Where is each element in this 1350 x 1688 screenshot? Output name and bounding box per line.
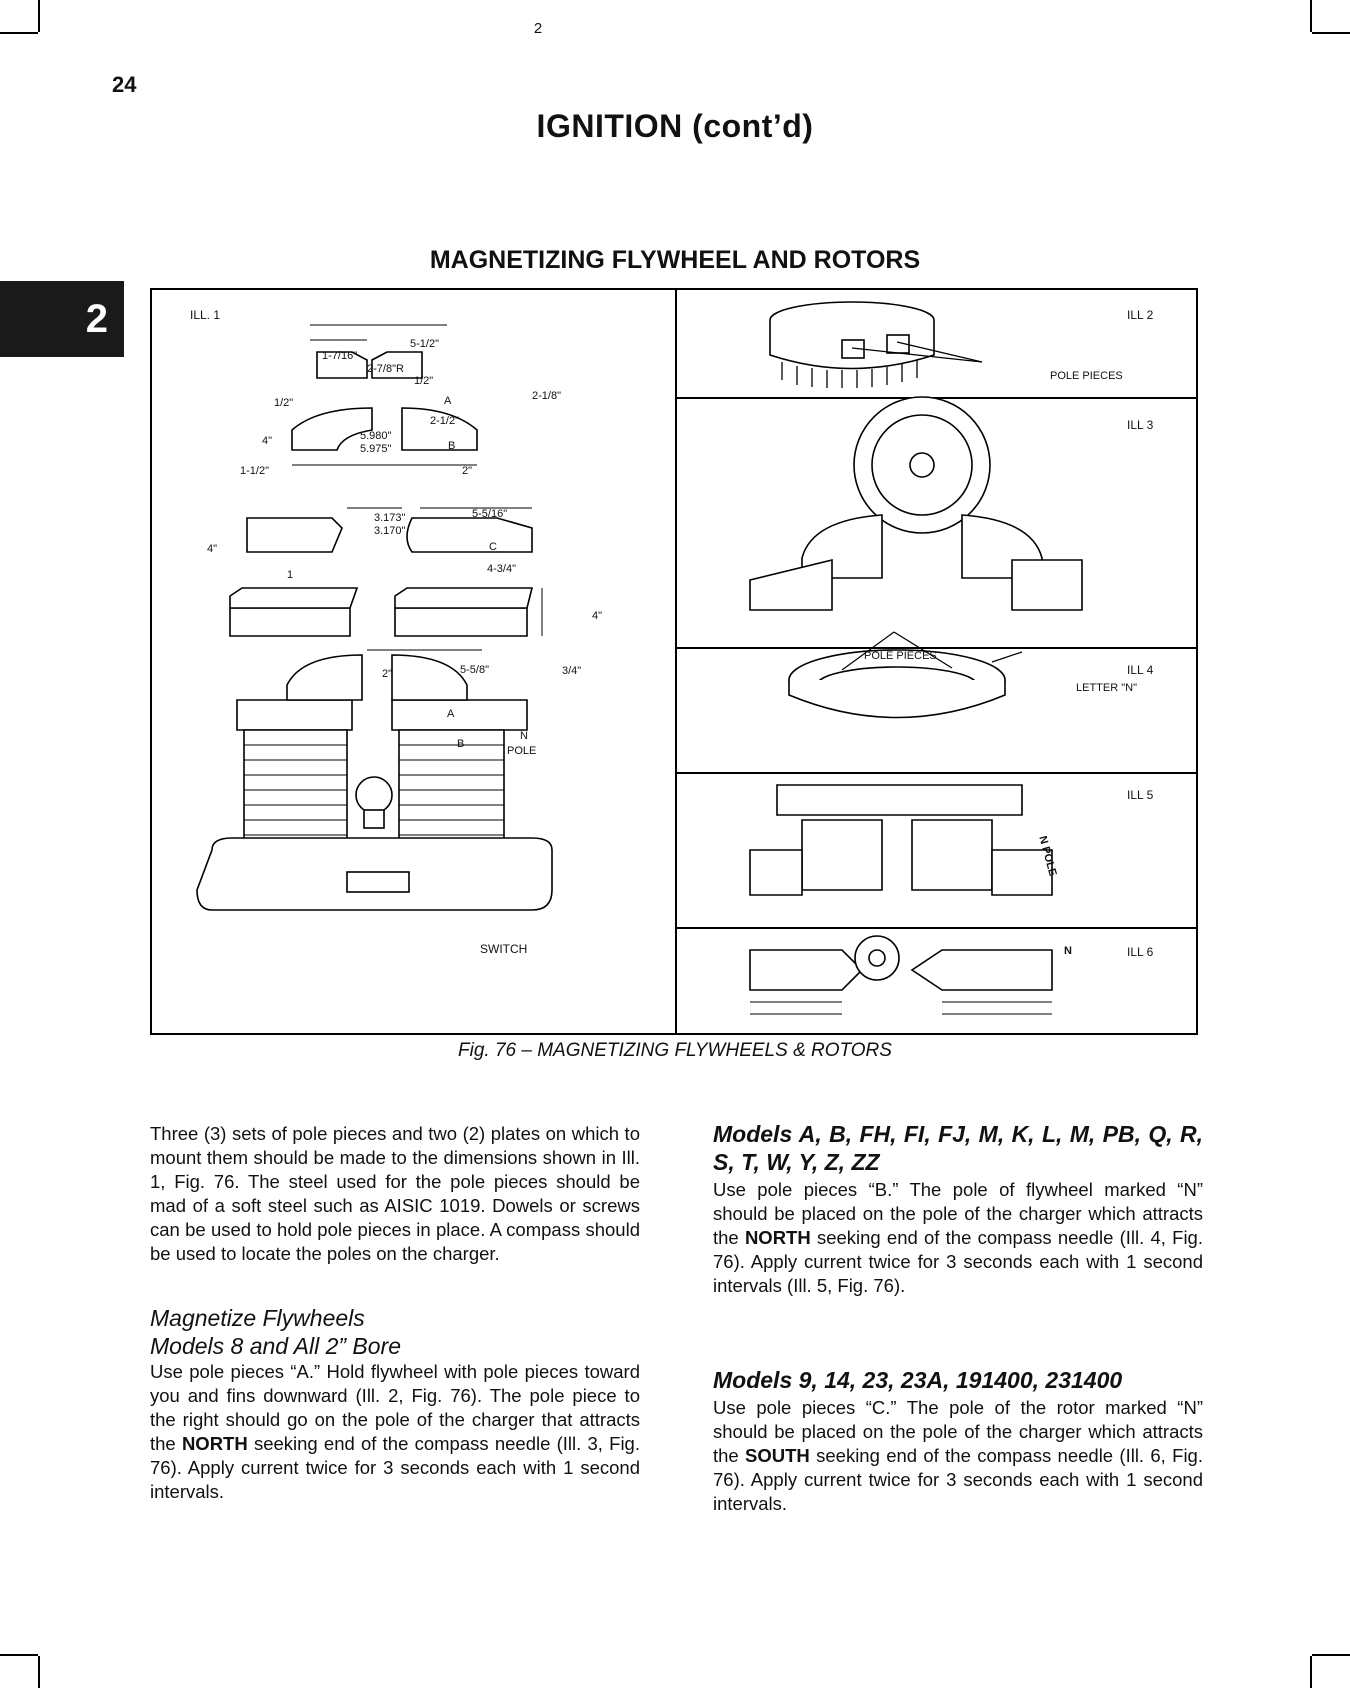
right-column	[713, 1120, 1203, 1516]
figure-drawing	[152, 290, 1196, 1033]
dim-label: 3/4"	[562, 665, 582, 677]
dim-label: 2"	[462, 465, 473, 477]
crop-mark	[1312, 1654, 1350, 1656]
heading-models-8: Models 8 and All 2” Bore	[150, 1333, 402, 1359]
ill5-label: ILL 5	[1127, 788, 1154, 802]
ill6-label: ILL 6	[1127, 945, 1154, 959]
dim-label: 5.975"	[360, 443, 392, 455]
dim-label: 2-7/8"R	[367, 363, 404, 375]
dim-label: 2-1/2"	[430, 415, 459, 427]
ill4-label: ILL 4	[1127, 663, 1154, 677]
bold-term: NORTH	[181, 1433, 248, 1454]
ill4-callout-pole-pieces: POLE PIECES	[864, 650, 937, 662]
ill1-label: ILL. 1	[190, 308, 221, 322]
dim-label: 2"	[382, 668, 393, 680]
page-number: 24	[112, 72, 137, 97]
dim-label: C	[489, 541, 497, 553]
intro-paragraph: Three (3) sets of pole pieces and two (2) plates on which to mount them should be made to the dimensions shown in Ill. 1, Fig. 76. The steel used for the pole pieces should be mad of a soft steel such as AISIC 1019. Dowels or screws can be used to hold pole pieces in place. A compass should be used to locate the poles on the charger.	[150, 1123, 640, 1264]
heading-models-9-231400: Models 9, 14, 23, 23A, 191400, 231400	[713, 1367, 1123, 1393]
dim-label: 4"	[207, 543, 218, 555]
text-run: Use pole pieces “A.” Hold flywheel with pole pieces toward you and fins downward (Ill. 2, Fig. 76). The pole piece to the right should go on the pole of the charger that attracts the	[150, 1361, 640, 1454]
figure-caption: Fig. 76 – MAGNETIZING FLYWHEELS & ROTORS	[458, 1040, 892, 1061]
ill2-label: ILL 2	[1127, 308, 1154, 322]
dim-label: B	[457, 738, 465, 750]
ill4-callout-letter: LETTER "N"	[1076, 682, 1137, 694]
crop-mark	[1310, 1656, 1312, 1688]
bold-term: SOUTH	[745, 1445, 810, 1466]
dim-label: 4"	[262, 435, 273, 447]
dim-label: B	[448, 440, 456, 452]
dim-label: POLE	[507, 745, 537, 757]
dim-label: 5-1/2"	[410, 338, 439, 350]
dim-label: 1-7/16"	[322, 350, 358, 362]
dim-label: 5-5/16"	[472, 508, 508, 520]
ill6-marking: N	[1064, 945, 1072, 957]
dim-label: 4-3/4"	[487, 563, 516, 575]
dim-label: 1/2"	[414, 375, 434, 387]
dim-label: 5.980"	[360, 430, 392, 442]
crop-mark	[0, 1654, 38, 1656]
heading-models-a-zz: Models A, B, FH, FI, FJ, M, K, L, M, PB, Q, R, S, T, W, Y, Z, ZZ	[713, 1121, 1203, 1175]
text-run: seeking end of the compass needle (Ill. 6, Fig. 76). Apply current twice for 3 seconds each with 1 second intervals.	[713, 1445, 1203, 1514]
left-column	[150, 1122, 640, 1504]
dim-label: A	[447, 708, 455, 720]
heading-magnetize-flywheels: Magnetize Flywheels	[150, 1305, 365, 1331]
section-title: MAGNETIZING FLYWHEEL AND ROTORS	[429, 246, 921, 274]
crop-mark	[1312, 32, 1350, 34]
switch-label: SWITCH	[480, 942, 528, 956]
models-a-zz-paragraph	[713, 1178, 1203, 1298]
dim-label: N	[520, 730, 528, 742]
ill2-callout: POLE PIECES	[1050, 370, 1123, 382]
dim-label: 1/2"	[274, 397, 294, 409]
dim-label: 5-5/8"	[460, 664, 489, 676]
models-8-paragraph	[150, 1360, 640, 1504]
text-run: seeking end of the compass needle (Ill. 4, Fig. 76). Apply current twice for 3 seconds each with 1 second intervals (Ill. 5, Fig. 76).	[713, 1227, 1203, 1296]
bold-term: NORTH	[744, 1227, 811, 1248]
dim-label: 3.170"	[374, 525, 406, 537]
crop-mark	[38, 1656, 40, 1688]
figure-76	[150, 288, 1198, 1035]
dim-label: 4"	[592, 610, 603, 622]
models-9-paragraph	[713, 1396, 1203, 1516]
ill5-marking: N POLE	[1036, 834, 1059, 878]
ill3-label: ILL 3	[1127, 418, 1154, 432]
top-page-number: 2	[533, 20, 543, 37]
dim-label: A	[444, 395, 452, 407]
text-run: seeking end of the compass needle (Ill. 3, Fig. 76). Apply current twice for 3 seconds each with 1 second intervals.	[150, 1433, 640, 1502]
dim-label: 1-1/2"	[240, 465, 269, 477]
dim-label: 2-1/8"	[532, 390, 561, 402]
crop-mark	[1310, 0, 1312, 32]
text-run: Use pole pieces “C.” The pole of the rotor marked “N” should be placed on the pole of the charger which attracts the	[713, 1397, 1203, 1466]
dim-label: 1	[287, 569, 294, 581]
dim-label: 3.173"	[374, 512, 406, 524]
chapter-tab: 2	[0, 281, 124, 357]
text-run: Use pole pieces “B.” The pole of flywheel marked “N” should be placed on the pole of the charger which attracts the	[713, 1179, 1203, 1248]
page-title: IGNITION (cont’d)	[536, 108, 814, 144]
